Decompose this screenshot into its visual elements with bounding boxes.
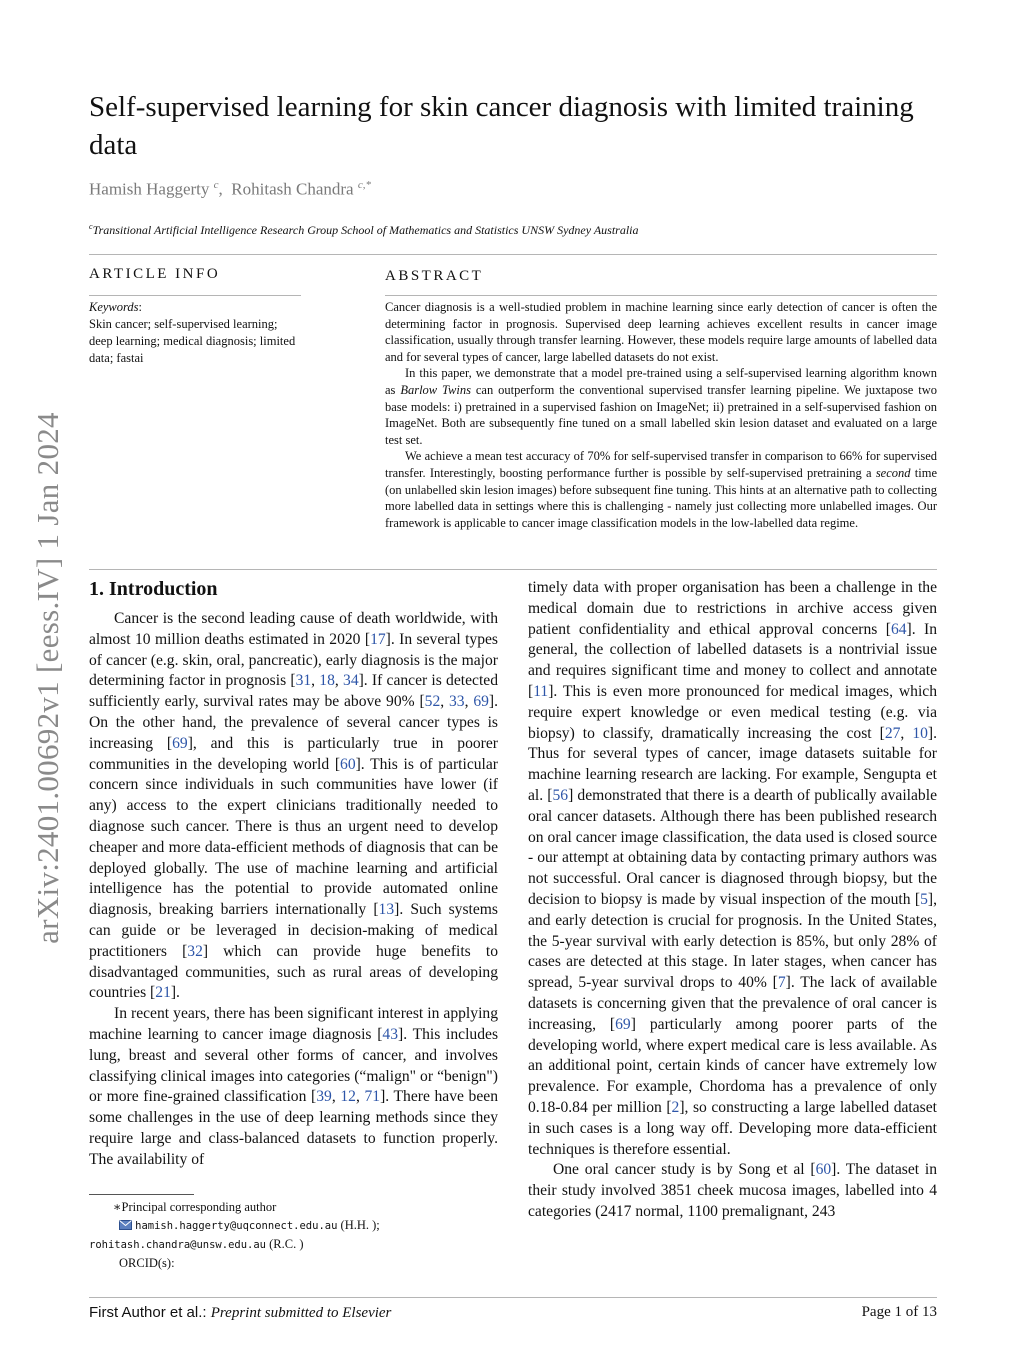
affiliation-text: Transitional Artificial Intelligence Research Group School of Mathematics and Statistics UNSW Sydney Australia <box>92 223 639 237</box>
abstract-rule <box>385 295 937 296</box>
author-haggerty: Hamish Haggerty <box>89 179 210 199</box>
arxiv-stamp <box>26 378 70 978</box>
citation-link[interactable]: 43 <box>382 1025 399 1043</box>
citation-link[interactable]: 56 <box>552 786 569 804</box>
abstract-heading: ABSTRACT <box>385 268 484 284</box>
section-heading-introduction: 1. Introduction <box>89 578 218 600</box>
article-info-heading: ARTICLE INFO <box>89 266 221 282</box>
abstract-body <box>385 299 937 531</box>
email-link-chandra[interactable]: rohitash.chandra@unsw.edu.au <box>89 1239 267 1251</box>
footer-journal: Preprint submitted to Elsevier <box>210 1305 392 1321</box>
abstract-paragraph: We achieve a mean test accuracy of 70% for self-supervised transfer in comparison to 66% for supervised transfer. Interestingly, boosting performance further is possible by self-supervised pretraining a second time (on unlabelled skin lesion images) before subsequent fine tuning. This hints at an alternative path to collecting more labelled data in settings where this is challenging - namely just collecting more unlabelled images. Our framework is applicable to cancer image classification models in the low-labelled data regime. <box>385 449 937 530</box>
citation-link[interactable]: 21 <box>155 984 171 1002</box>
author-haggerty-sup: c <box>213 179 219 191</box>
article-info-rule <box>89 295 301 296</box>
citation-link[interactable]: 7 <box>777 974 786 992</box>
citation-link[interactable]: 34 <box>343 672 359 690</box>
footnote-rule <box>89 1194 194 1195</box>
author-chandra: Rohitash Chandra <box>231 179 354 199</box>
affiliation-sup: c <box>89 222 93 231</box>
right-column <box>528 578 937 1223</box>
corresponding-author-note: ∗Principal corresponding author <box>113 1200 277 1214</box>
citation-link[interactable]: 27 <box>884 724 901 742</box>
citation-link[interactable]: 11 <box>533 682 549 700</box>
citation-link[interactable]: 31 <box>295 672 312 690</box>
citation-link[interactable]: 64 <box>890 620 907 638</box>
author-chandra-sup: c,* <box>357 179 371 191</box>
keywords-text: Skin cancer; self-supervised learning; deep learning; medical diagnosis; limited data; fastai <box>89 317 296 365</box>
author-list: Hamish Haggerty $^c$, Rohitash Chandra $^{c,*}$ <box>89 179 371 199</box>
citation-link[interactable]: 33 <box>449 693 465 711</box>
page-number: Page 1 of 13 <box>861 1304 937 1320</box>
citation-link[interactable]: 69 <box>473 693 489 711</box>
citation-link[interactable]: 17 <box>370 630 386 648</box>
intro-paragraph: In recent years, there has been significant interest in applying machine learning to cancer image diagnosis [43]. This includes lung, breast and several other forms of cancer, and involves classifying clinical images into categories (“malign" or “benign") or more fine-grained classification [39, 12, 71]. There have been some challenges in the use of deep learning methods since they require large and class-balanced datasets to function properly. The availability of <box>89 1005 499 1168</box>
email-line-1: hamish.haggerty@uqconnect.edu.au (H.H. ); <box>89 1216 498 1235</box>
affiliation <box>89 222 639 238</box>
email-link-haggerty[interactable]: hamish.haggerty@uqconnect.edu.au <box>135 1220 338 1232</box>
citation-link[interactable]: 60 <box>815 1161 832 1179</box>
email-line-2: rohitash.chandra@unsw.edu.au (R.C. ) <box>89 1237 304 1251</box>
citation-link[interactable]: 10 <box>912 724 928 742</box>
footer-left <box>89 1304 391 1322</box>
keywords-block: Keywords: Skin cancer; self-supervised learning; deep learning; medical diagnosis; limited data; fastai <box>89 299 301 367</box>
citation-link[interactable]: 60 <box>340 755 356 773</box>
footer-rule <box>89 1297 937 1298</box>
citation-link[interactable]: 18 <box>319 672 335 690</box>
intro-paragraph: One oral cancer study is by Song et al [60]. The dataset in their study involved 3851 cheek mucosa images, labelled into 4 categories (2417 normal, 1100 premalignant, 243 <box>528 1161 937 1220</box>
citation-link[interactable]: 69 <box>172 734 188 752</box>
paper-title: Self-supervised learning for skin cancer diagnosis with limited training data <box>89 91 914 161</box>
abstract-paragraph: In this paper, we demonstrate that a model pre-trained using a self-supervised learning algorithm known as Barlow Twins can outperform the conventional supervised transfer learning pipeline. We juxtapose two base models: i) pretrained in a supervised fashion on ImageNet; ii) pretrained in a self-supervised fashion on ImageNet. Both are subsequently fine tuned on a small labelled skin lesion dataset and evaluated on a large test set. <box>385 366 937 447</box>
abstract-bottom-rule <box>89 569 937 570</box>
citation-link[interactable]: 13 <box>378 901 395 919</box>
keywords-label: Keywords <box>89 300 139 314</box>
citation-link[interactable]: 39 <box>316 1088 332 1106</box>
envelope-icon <box>119 1217 132 1235</box>
citation-link[interactable]: 32 <box>187 942 203 960</box>
citation-link[interactable]: 69 <box>615 1015 631 1033</box>
intro-paragraph: Cancer is the second leading cause of death worldwide, with almost 10 million deaths estimated in 2020 [17]. In several types of cancer (e.g. skin, oral, pancreatic), early diagnosis is the major determining factor in prognosis [31, 18, 34]. If cancer is detected sufficiently early, survival rates may be above 90% [52, 33, 69]. On the other hand, the prevalence of several cancer types is increasing [69], and this is particularly true in poorer communities in the developing world [60]. This is of particular concern since individuals in such communities have lower (if any) access to the expert clinicians traditionally needed to diagnose such cancer. There is thus an urgent need to develop cheaper and more data-efficient methods of diagnosis that can be deployed globally. The use of machine learning and artificial intelligence has the potential to provide automated online diagnosis, breaking barriers internationally [13]. Such systems can guide or be leveraged in decision-making of medical practitioners [32] which can provide huge benefits to disadvantaged communities, such as rural areas of developing countries [21]. <box>89 610 499 1002</box>
arxiv-stamp-text: arXiv:2401.00692v1 [eess.IV] 1 Jan 2024 <box>30 412 66 944</box>
footer-author: First Author et al.: <box>89 1304 211 1321</box>
citation-link[interactable]: 71 <box>364 1088 381 1106</box>
citation-link[interactable]: 12 <box>340 1088 356 1106</box>
abstract-paragraph: Cancer diagnosis is a well-studied problem in machine learning since early detection of cancer is often the determining factor in prognosis. Supervised deep learning achieves excellent results in cancer image classification, usually through transfer learning. However, these models require large amounts of labelled data and for several types of cancer, large labelled datasets do not exist. <box>385 300 937 364</box>
orcid-note: ORCID(s): <box>119 1256 175 1270</box>
footnotes <box>89 1198 498 1272</box>
citation-link[interactable]: 2 <box>671 1098 680 1116</box>
citation-link[interactable]: 52 <box>424 693 441 711</box>
intro-paragraph: timely data with proper organisation has been a challenge in the medical domain due to restrictions in archive access given patient confidentiality and ethical approval concerns [64]. In general, the collection of labelled datasets is a nontrivial issue and requires significant time and money to collect and annotate [11]. This is even more pronounced for medical images, which require expert knowledge or even medical testing (e.g. via biopsy) to classify, dramatically increasing the cost [27, 10]. Thus for several types of cancer, image datasets suitable for machine learning research are lacking. For example, Sengupta et al. [56] demonstrated that there is a dearth of publically available oral cancer datasets. Although there has been published research on oral cancer image classification, the data used is closed source - our attempt at obtaining data by contacting primary authors was not successful. Oral cancer is diagnosed through biopsy, but the decision to biopsy is made by visual inspection of the mouth [5], and early detection is crucial for prognosis. In the United States, the 5-year survival with early detection is 85%, but only 28% of cases are detected at this stage. In later stages, when cancer has spread, 5-year survival drops to 40% [7]. The lack of available datasets is concerning given that the prevalence of oral cancer is increasing, [69] particularly among poorer parts of the developing world, where expert medical care is less available. As an additional point, certain kinds of cancer have extremely low prevalence. For example, Chordoma has a prevalence of only 0.18-0.84 per million [2], so constructing a large labelled dataset in such cases is a long way off. Developing more data-efficient techniques is therefore essential. <box>528 579 938 1158</box>
citation-link[interactable]: 5 <box>920 890 928 908</box>
header-rule <box>89 254 937 255</box>
left-column <box>89 609 498 1171</box>
